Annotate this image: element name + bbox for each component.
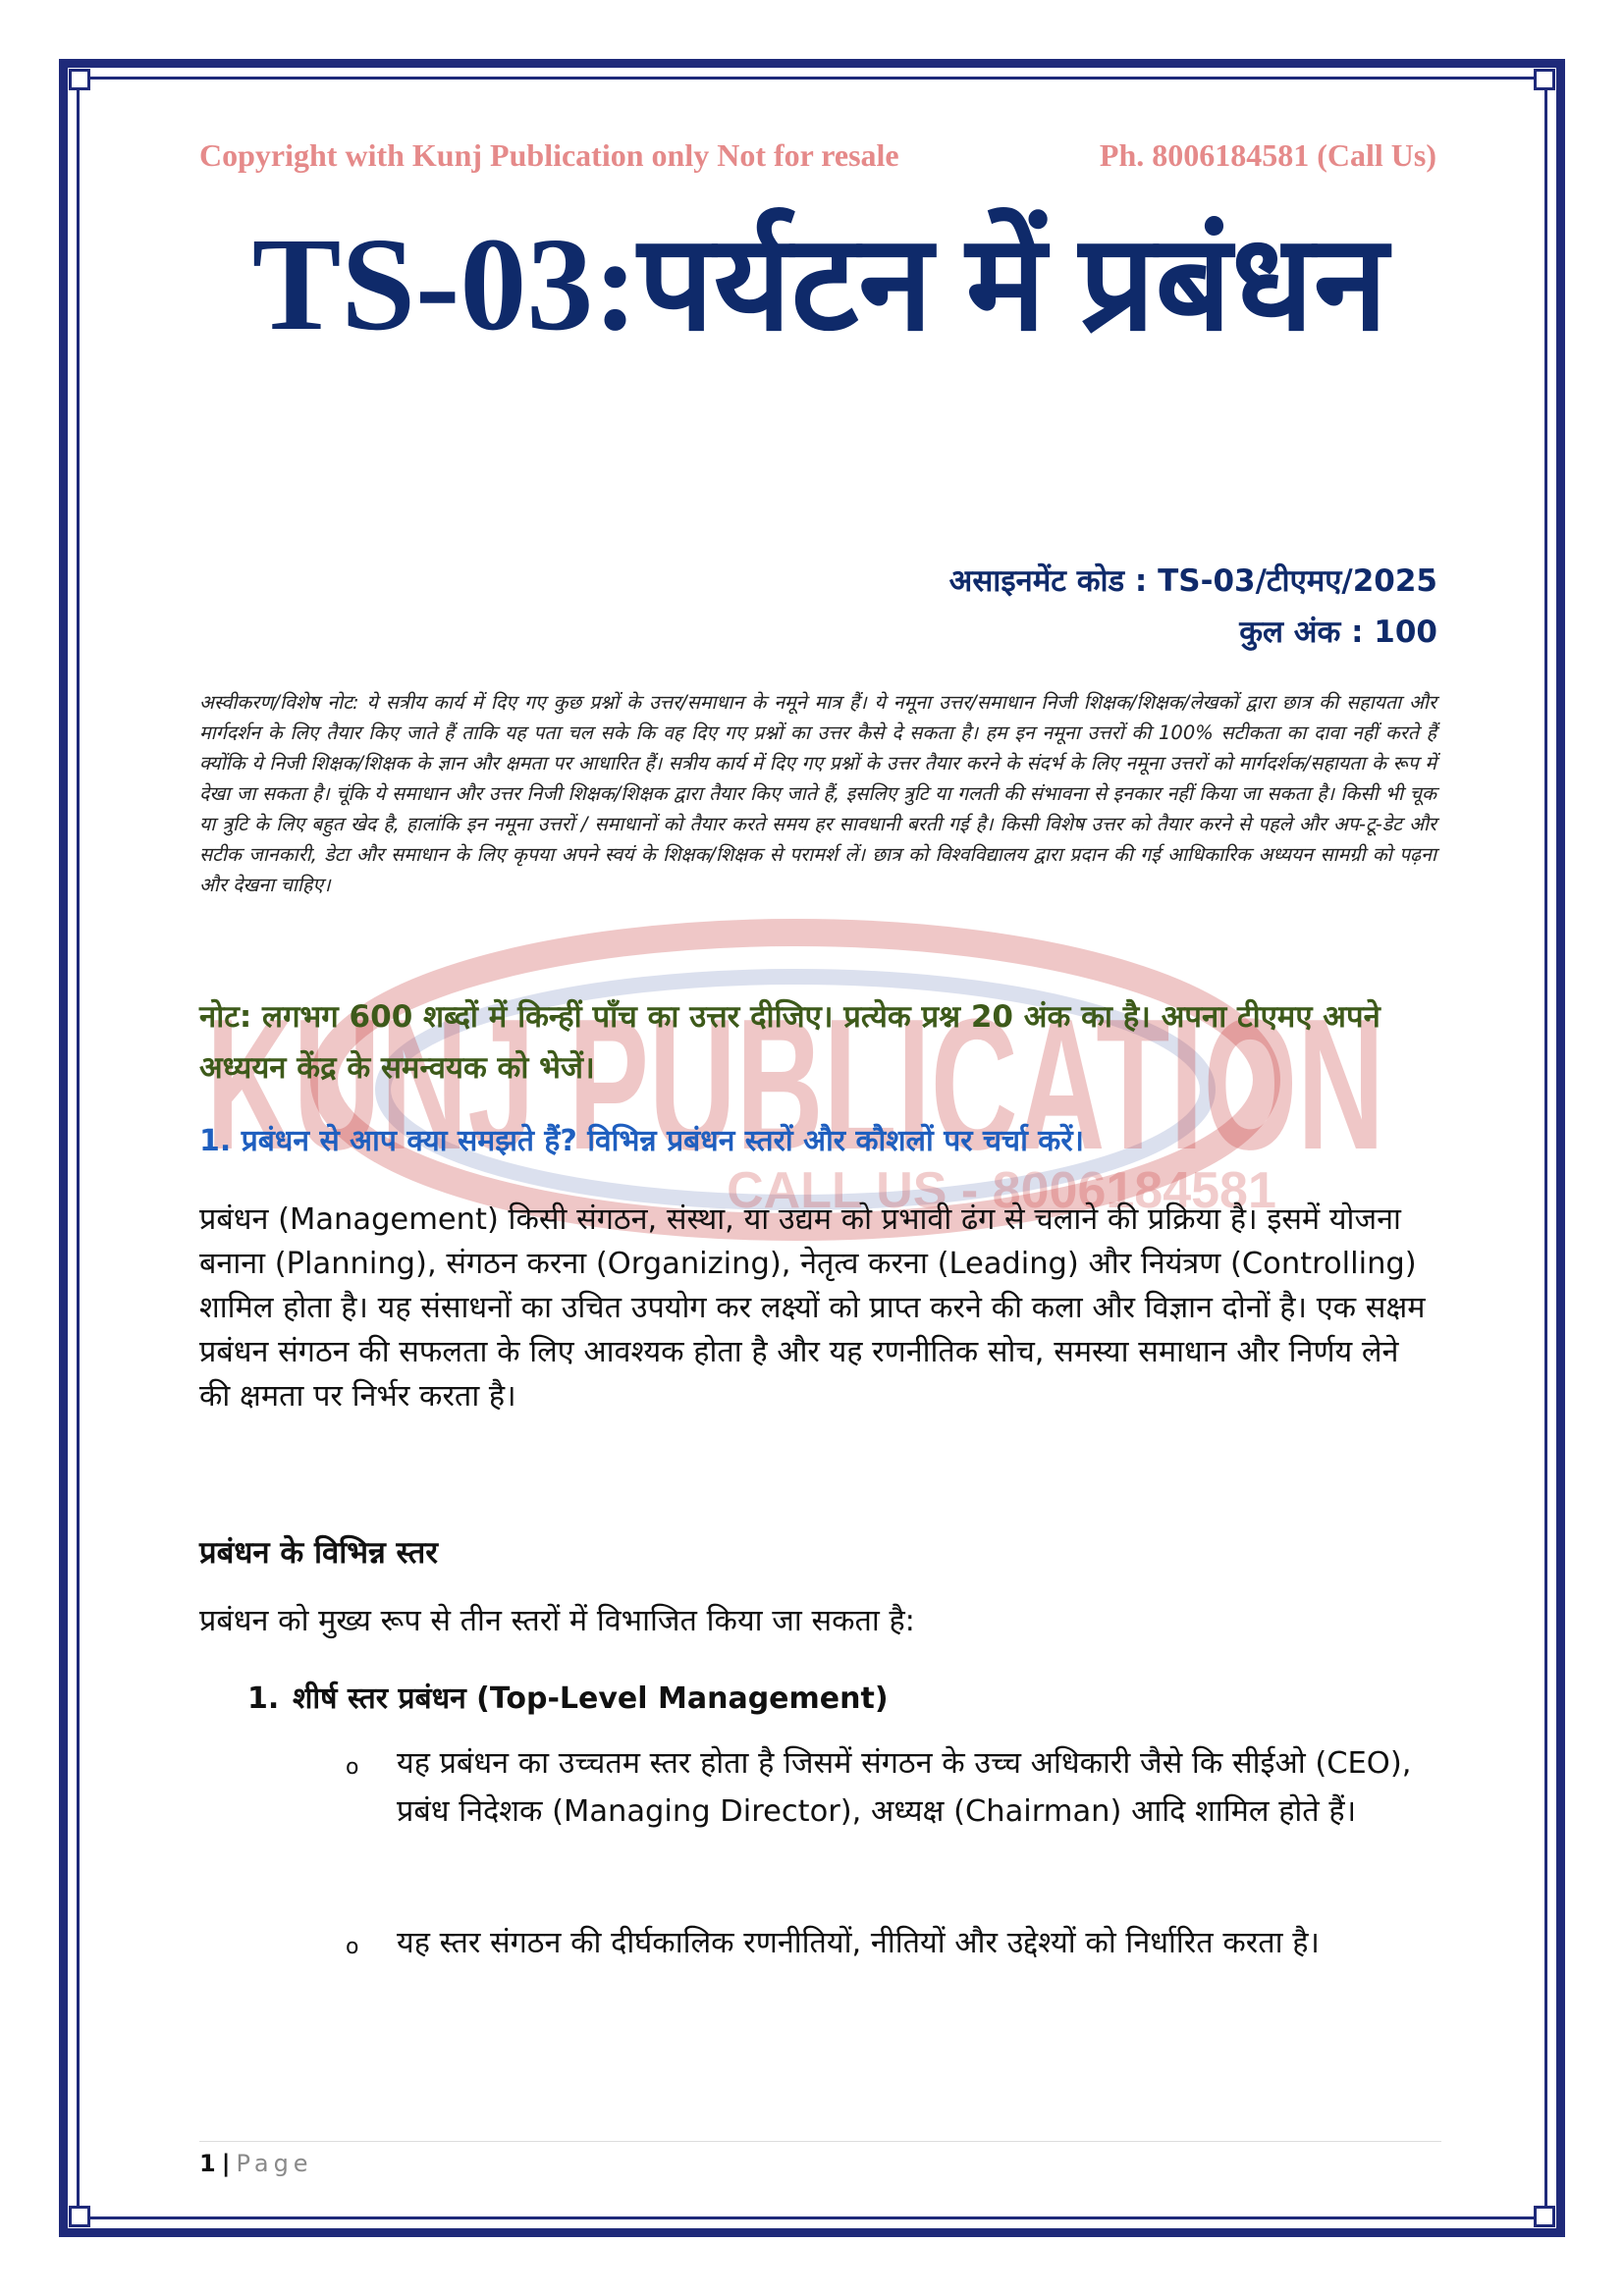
answer-paragraph: प्रबंधन (Management) किसी संगठन, संस्था, या उद्यम को प्रभावी ढंग से चलाने की प्रक्रिया है। इसमें योजना बनाना (Planning), संगठन करना (Organizing), नेतृत्व करना (Leading) और नियंत्रण (Controlling) शामिल होता है। यह संसाधनों का उचित उपयोग कर लक्ष्यों को प्राप्त करने की कला और विज्ञान दोनों है। एक सक्षम प्रबंधन संगठन की सफलता के लिए आवश्यक होता है और यह रणनीतिक सोच, समस्या समाधान और निर्णय लेने की क्षमता पर निर्भर करता है। (199, 1202, 1426, 1414)
assignment-meta (949, 556, 1437, 658)
border-corner-top-right (1534, 69, 1555, 90)
instruction-note: नोट: लगभग 600 शब्दों में किन्हीं पाँच का उत्तर दीजिए। प्रत्येक प्रश्न 20 अंक का है। अपना टीएमए अपने अध्ययन केंद्र के समन्वयक को भेजें। (199, 999, 1380, 1086)
footer-divider (199, 2141, 1441, 2142)
assignment-code: असाइनमेंट कोड : TS-03/टीएमए/2025 (948, 563, 1437, 599)
copyright-header (199, 137, 1436, 174)
watermark-line1: KUNJ PUBLICATION (206, 981, 1384, 1189)
border-corner-top-left (69, 69, 90, 90)
copyright-text: Copyright with Kunj Publication only Not for resale (199, 137, 899, 173)
footer-separator: | (221, 2150, 231, 2177)
section-intro: प्रबंधन को मुख्य रूप से तीन स्तरों में विभाजित किया जा सकता है: (199, 1604, 915, 1638)
list-bullet (346, 1739, 1435, 1836)
question-heading: 1. प्रबंधन से आप क्या समझते हैं? विभिन्न प्रबंधन स्तरों और कौशलों पर चर्चा करें। (199, 1124, 1084, 1158)
disclaimer-text: अस्वीकरण/विशेष नोट: ये सत्रीय कार्य में दिए गए कुछ प्रश्नों के उत्तर/समाधान के नमूने मात्र हैं। ये नमूना उत्तर/समाधान निजी शिक्षक/शिक्षक/लेखकों द्वारा छात्र की सहायता और मार्गदर्शन के लिए तैयार किए जाते हैं ताकि यह पता चल सके कि वह दिए गए प्रश्नों का उत्तर कैसे दे सकता है। हम इन नमूना उत्तरों की 100% सटीकता का दावा नहीं करते हैं क्योंकि ये निजी शिक्षक/शिक्षक के ज्ञान और क्षमता पर आधारित हैं। सत्रीय कार्य में दिए गए प्रश्नों के उत्तर तैयार करने के संदर्भ के लिए नमूना उत्तरों को मार्गदर्शक/सहायता के रूप में देखा जा सकता है। चूंकि ये समाधान और उत्तर निजी शिक्षक/शिक्षक द्वारा तैयार किए जाते हैं, इसलिए त्रुटि या गलती की संभावना से इनकार नहीं किया जा सकता है। किसी भी चूक या त्रुटि के लिए बहुत खेद है, हालांकि इन नमूना उत्तरों / समाधानों को तैयार करते समय हर सावधानी बरती गई है। किसी विशेष उत्तर को तैयार करने से पहले और अप-टू-डेट और सटीक जानकारी, डेटा और समाधान के लिए कृपया अपने स्वयं के शिक्षक/शिक्षक से परामर्श लें। छात्र को विश्वविद्यालय द्वारा प्रदान की गई आधिकारिक अध्ययन सामग्री को पढ़ना और देखना चाहिए। (199, 691, 1436, 896)
page-footer (199, 2150, 313, 2177)
bullet-circle-icon: o (346, 1935, 359, 1959)
bullet-text: यह प्रबंधन का उच्चतम स्तर होता है जिसमें संगठन के उच्च अधिकारी जैसे कि सीईओ (CEO), प्रबंध निदेशक (Managing Director), अध्यक्ष (Chairman) आदि शामिल होते हैं। (397, 1746, 1412, 1829)
bullet-text: यह स्तर संगठन की दीर्घकालिक रणनीतियों, नीतियों और उद्देश्यों को निर्धारित करता है। (397, 1926, 1320, 1960)
watermark-line2: CALL US - 8006184581 (727, 1162, 1276, 1219)
list-item-heading (247, 1677, 889, 1717)
border-corner-bottom-left (69, 2206, 90, 2227)
list-number: 1. (247, 1682, 280, 1716)
list-heading-text: शीर्ष स्तर प्रबंधन (Top-Level Management) (293, 1682, 889, 1716)
bullet-circle-icon: o (346, 1755, 359, 1780)
page-number: 1 (199, 2150, 216, 2177)
border-corner-bottom-right (1534, 2206, 1555, 2227)
section-subheading: प्रबंधन के विभिन्न स्तर (199, 1535, 438, 1571)
total-marks: कुल अंक : 100 (1239, 614, 1437, 650)
page-title: TS-03:पर्यटन में प्रबंधन (251, 211, 1388, 358)
page-label: Page (236, 2150, 313, 2177)
phone-text: Ph. 8006184581 (Call Us) (1099, 137, 1436, 173)
list-bullet (346, 1919, 1435, 1967)
